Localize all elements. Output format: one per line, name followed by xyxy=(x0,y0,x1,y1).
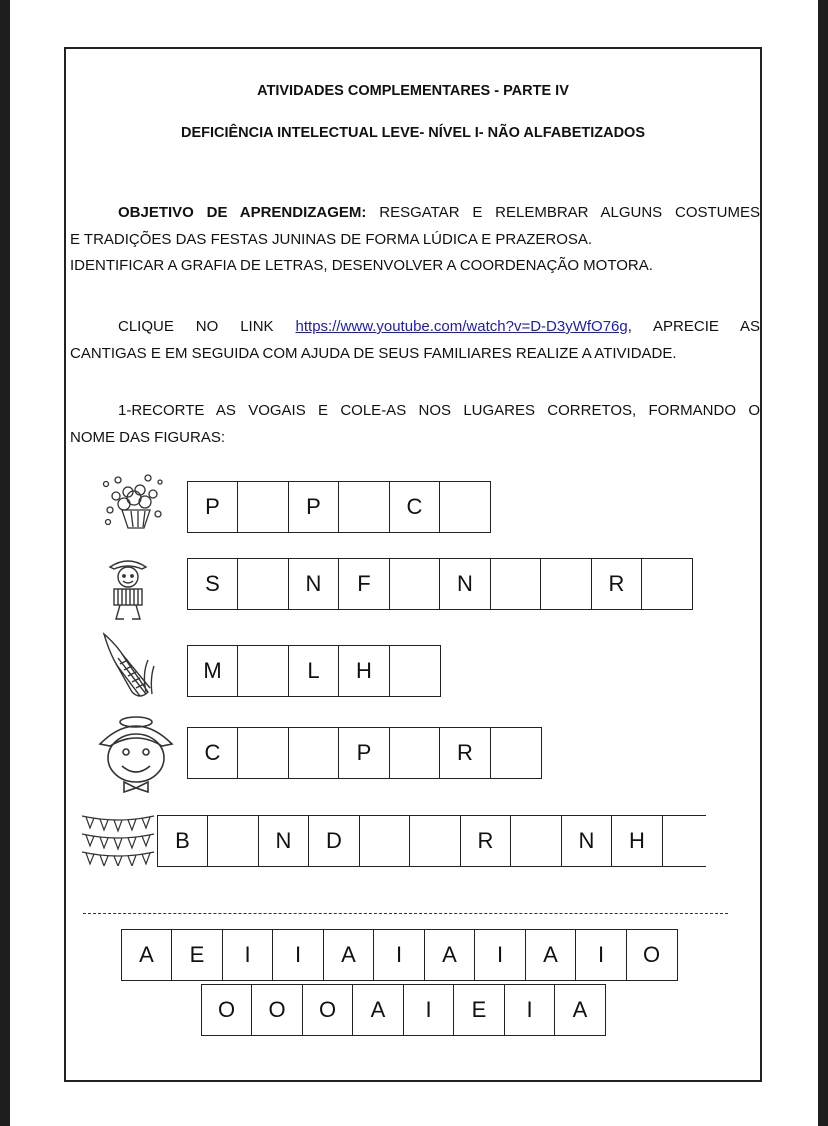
objective-line-2: E TRADIÇÕES DAS FESTAS JUNINAS DE FORMA LÚDICA E PRAZEROSA. xyxy=(70,230,593,248)
letter-box[interactable]: P xyxy=(187,481,239,533)
word-row-4 xyxy=(188,727,542,779)
objective-line-3: IDENTIFICAR A GRAFIA DE LETRAS, DESENVOLVER A COORDENAÇÃO MOTORA. xyxy=(70,257,653,274)
letter-box[interactable]: H xyxy=(611,815,663,867)
vowel-card[interactable]: I xyxy=(504,984,556,1036)
letter-box[interactable] xyxy=(389,645,441,697)
letter-box[interactable]: F xyxy=(338,558,390,610)
vowel-card[interactable]: A xyxy=(323,929,375,981)
worksheet-title: ATIVIDADES COMPLEMENTARES - PARTE IV xyxy=(257,83,569,99)
letter-box[interactable]: D xyxy=(308,815,360,867)
letter-box[interactable] xyxy=(662,815,706,867)
vowel-card[interactable]: E xyxy=(453,984,505,1036)
letter-box[interactable]: N xyxy=(288,558,340,610)
letter-box[interactable]: C xyxy=(389,481,441,533)
letter-box[interactable] xyxy=(510,815,562,867)
letter-box[interactable] xyxy=(389,727,441,779)
letter-box[interactable] xyxy=(237,645,289,697)
vowel-card[interactable]: I xyxy=(222,929,274,981)
vowel-card[interactable]: A xyxy=(121,929,173,981)
letter-box[interactable] xyxy=(237,558,289,610)
letter-box[interactable]: R xyxy=(439,727,491,779)
letter-box[interactable] xyxy=(490,727,542,779)
word-row-1 xyxy=(188,481,491,533)
letter-box[interactable] xyxy=(359,815,411,867)
worksheet-subtitle: DEFICIÊNCIA INTELECTUAL LEVE- NÍVEL I- NÃO ALFABETIZADOS xyxy=(180,125,645,141)
letter-box[interactable] xyxy=(389,558,441,610)
vowel-card[interactable]: A xyxy=(525,929,577,981)
youtube-link[interactable]: https://www.youtube.com/watch?v=D-D3yWfO76g xyxy=(295,318,628,335)
letter-box[interactable]: R xyxy=(591,558,643,610)
vowel-card[interactable]: O xyxy=(626,929,678,981)
instructions-paragraph xyxy=(70,314,760,367)
letter-box[interactable]: N xyxy=(561,815,613,867)
instructions-line-2: CANTIGAS E EM SEGUIDA COM AJUDA DE SEUS FAMILIARES REALIZE A ATIVIDADE. xyxy=(70,344,677,362)
vowel-card[interactable]: A xyxy=(554,984,606,1036)
word-row-3 xyxy=(188,645,441,697)
letter-box[interactable] xyxy=(439,481,491,533)
vowel-card[interactable]: A xyxy=(424,929,476,981)
letter-box[interactable]: S xyxy=(187,558,239,610)
vowel-card[interactable]: I xyxy=(272,929,324,981)
word-row-5 xyxy=(158,815,706,867)
bunting-flags-icon xyxy=(80,810,156,866)
vowel-card[interactable]: E xyxy=(171,929,223,981)
cut-line xyxy=(83,913,728,914)
word-row-2 xyxy=(188,558,693,610)
letter-box[interactable]: M xyxy=(187,645,239,697)
letter-box[interactable]: B xyxy=(157,815,209,867)
letter-box[interactable]: R xyxy=(460,815,512,867)
vowel-card[interactable]: I xyxy=(403,984,455,1036)
letter-box[interactable]: P xyxy=(288,481,340,533)
vowel-card[interactable]: I xyxy=(373,929,425,981)
vowel-card[interactable]: O xyxy=(302,984,354,1036)
instructions-suffix: , APRECIE AS xyxy=(627,318,760,335)
task-line-2: NOME DAS FIGURAS: xyxy=(70,428,226,446)
letter-box[interactable]: N xyxy=(258,815,310,867)
letter-box[interactable]: P xyxy=(338,727,390,779)
letter-box[interactable]: H xyxy=(338,645,390,697)
letter-box[interactable] xyxy=(338,481,390,533)
vowel-card[interactable]: O xyxy=(251,984,303,1036)
letter-box[interactable]: C xyxy=(187,727,239,779)
vowel-row-2 xyxy=(202,984,606,1036)
vowel-card[interactable]: A xyxy=(352,984,404,1036)
letter-box[interactable] xyxy=(237,727,289,779)
letter-box[interactable] xyxy=(540,558,592,610)
instructions-prefix: CLIQUE NO LINK xyxy=(118,318,274,335)
vowel-card[interactable]: I xyxy=(575,929,627,981)
accordion-boy-icon xyxy=(102,553,154,625)
letter-box[interactable] xyxy=(641,558,693,610)
vowel-row-1 xyxy=(122,929,678,981)
country-boy-face-icon xyxy=(90,712,182,794)
popcorn-icon xyxy=(98,470,168,532)
left-edge xyxy=(0,0,10,1126)
corn-icon xyxy=(98,630,160,702)
task-paragraph xyxy=(70,398,760,451)
task-line-1: 1-RECORTE AS VOGAIS E COLE-AS NOS LUGARES CORRETOS, FORMANDO O xyxy=(118,402,760,419)
vowel-card[interactable]: I xyxy=(474,929,526,981)
letter-box[interactable] xyxy=(207,815,259,867)
letter-box[interactable] xyxy=(288,727,340,779)
right-edge xyxy=(818,0,828,1126)
letter-box[interactable] xyxy=(490,558,542,610)
objective-paragraph xyxy=(70,200,760,280)
letter-box[interactable]: N xyxy=(439,558,491,610)
letter-box[interactable]: L xyxy=(288,645,340,697)
vowel-card[interactable]: O xyxy=(201,984,253,1036)
objective-label: OBJETIVO DE APRENDIZAGEM: xyxy=(118,204,367,221)
letter-box[interactable] xyxy=(409,815,461,867)
letter-box[interactable] xyxy=(237,481,289,533)
objective-line-1: RESGATAR E RELEMBRAR ALGUNS COSTUMES xyxy=(379,204,760,221)
